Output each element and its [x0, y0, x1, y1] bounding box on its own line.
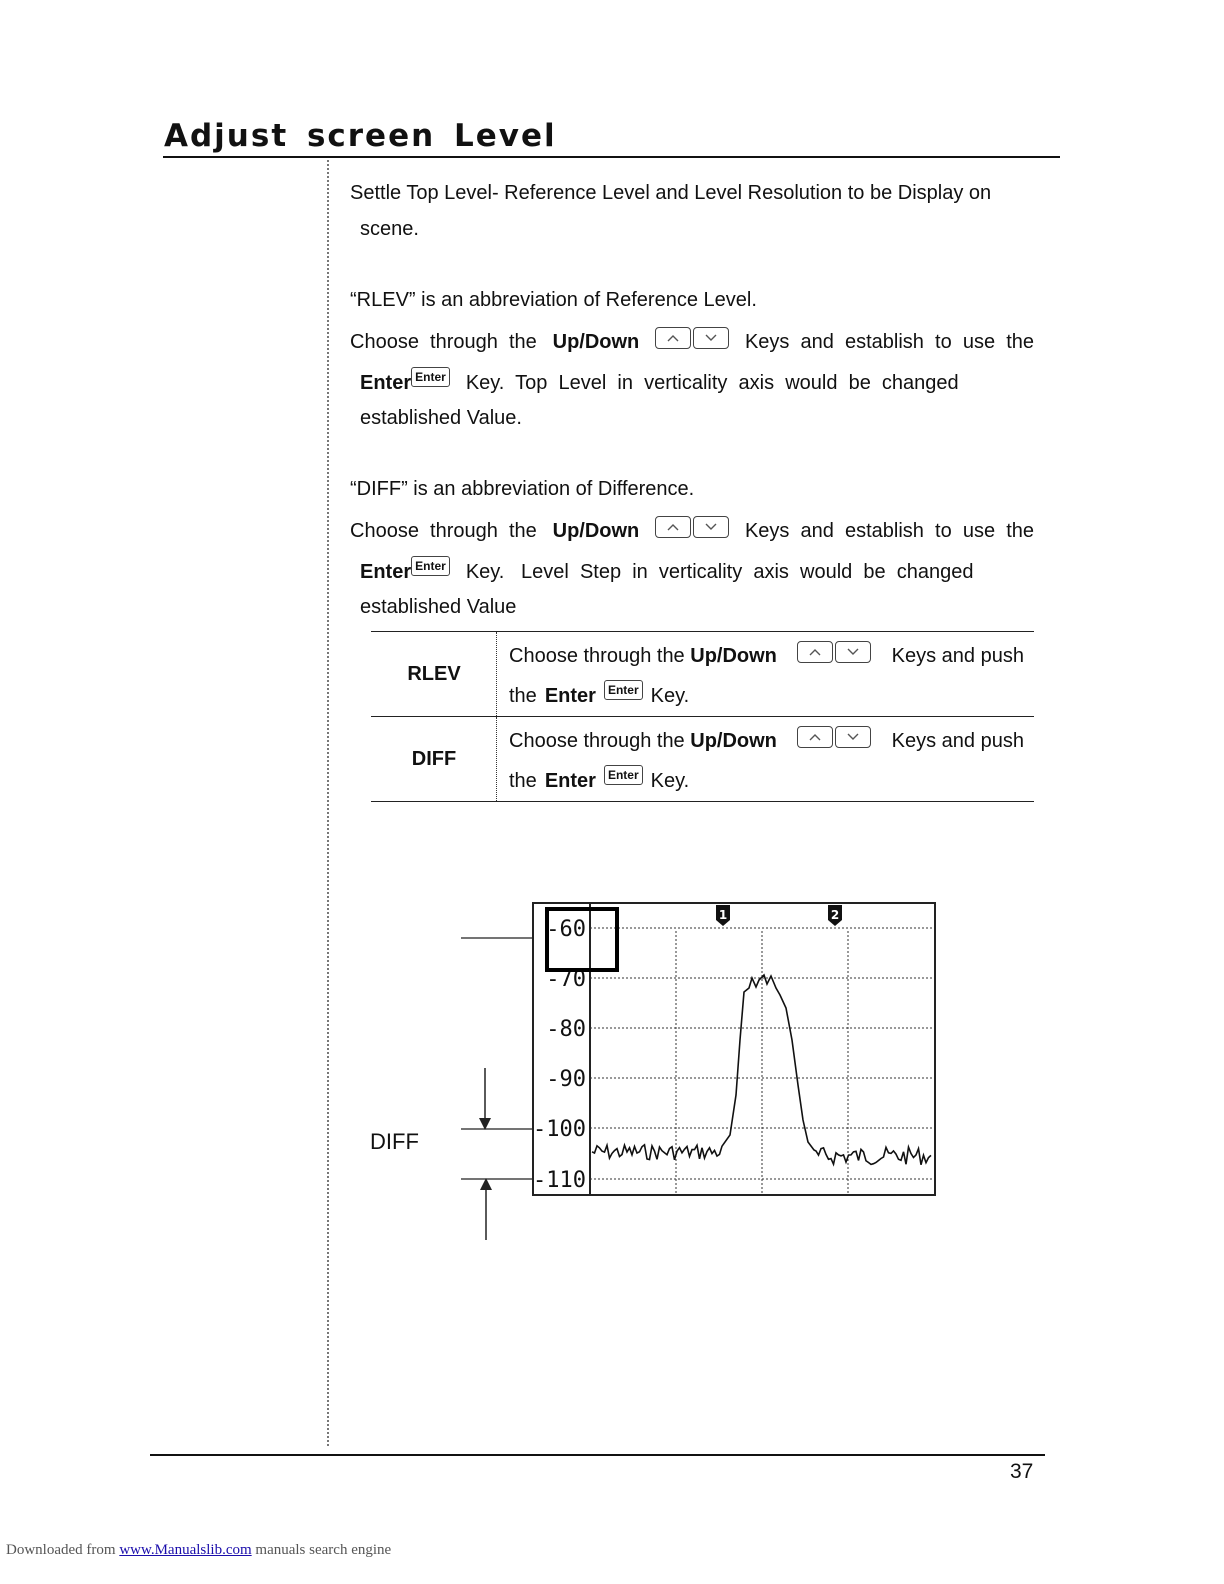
- diff-line-2: [360, 558, 1034, 586]
- title-rule: [163, 156, 1060, 158]
- diff-heading: “DIFF” is an abbreviation of Difference.: [350, 478, 695, 500]
- screen-frame: [533, 903, 935, 1195]
- row-pre: Choose through the: [509, 729, 685, 752]
- row-post: Keys and push: [891, 729, 1024, 752]
- diff-line-3: established Value: [360, 596, 517, 618]
- updown-keys: [797, 726, 871, 748]
- diff-line-1-pre: Choose through the: [350, 519, 537, 542]
- up-key-icon: [797, 641, 833, 663]
- table-row-text: [509, 638, 1024, 714]
- row-enter: Enter: [544, 769, 596, 792]
- enter-key-icon: Enter: [604, 765, 643, 785]
- marker-flag-number: 1: [718, 908, 728, 922]
- row-updown: Up/Down: [690, 729, 777, 752]
- enter-key-icon: Enter: [411, 367, 450, 387]
- rlev-line-1-post: Keys and establish to use the: [744, 330, 1034, 353]
- rlev-updown-label: Up/Down: [552, 330, 640, 353]
- down-key-icon: [693, 327, 729, 349]
- intro-line-1: [350, 182, 1034, 205]
- rlev-line-3: established Value.: [360, 407, 522, 429]
- table-divider: [496, 632, 497, 716]
- row-key: Key.: [650, 684, 690, 707]
- rlev-line-2: [360, 369, 1034, 397]
- enter-key-icon: Enter: [604, 680, 643, 700]
- diff-arrow-up-head: [480, 1178, 492, 1190]
- rlev-line-2-post: Key. Top Level in verticality axis would be changed: [465, 371, 959, 394]
- marker-flag-number: 2: [830, 908, 840, 922]
- diff-figure-label: DIFF: [370, 1129, 419, 1154]
- up-key-icon: [797, 726, 833, 748]
- diff-line-2-post: Key. Level Step in verticality axis would be changed: [465, 560, 974, 583]
- y-tick-label: -70: [546, 967, 586, 992]
- footer-link[interactable]: www.Manualslib.com: [119, 1542, 252, 1558]
- intro-line-2: scene.: [360, 218, 419, 240]
- table-row-text: [509, 723, 1024, 799]
- table-row-label: RLEV: [407, 662, 461, 685]
- y-tick-label: -80: [546, 1017, 586, 1042]
- row-updown: Up/Down: [690, 644, 777, 667]
- row-post: Keys and push: [891, 644, 1024, 667]
- row-the: the: [509, 769, 537, 792]
- rlev-line-1: [350, 328, 1034, 356]
- down-key-icon: [693, 516, 729, 538]
- table-row: [371, 717, 1034, 802]
- updown-keys: [797, 641, 871, 663]
- footer-suffix: manuals search engine: [255, 1542, 392, 1558]
- row-pre: Choose through the: [509, 644, 685, 667]
- table-divider: [496, 717, 497, 801]
- footer-prefix: Downloaded from: [6, 1542, 116, 1558]
- down-key-icon: [835, 726, 871, 748]
- y-tick-label: -110: [533, 1168, 586, 1193]
- updown-keys: [655, 516, 729, 538]
- page-title: Adjust screen Level: [164, 118, 557, 154]
- row-enter: Enter: [544, 684, 596, 707]
- y-tick-label: -90: [546, 1067, 586, 1092]
- up-key-icon: [655, 327, 691, 349]
- rlev-enter-label: Enter: [360, 371, 412, 394]
- footer: [6, 1542, 391, 1559]
- spectrum-figure: [440, 880, 960, 1260]
- table-row-label: DIFF: [411, 747, 457, 770]
- rlev-heading: “RLEV” is an abbreviation of Reference Level.: [350, 289, 757, 311]
- updown-keys: [655, 327, 729, 349]
- up-key-icon: [655, 516, 691, 538]
- row-the: the: [509, 684, 537, 707]
- y-tick-label: -60: [546, 917, 586, 942]
- enter-key-icon: Enter: [411, 556, 450, 576]
- rlev-line-1-pre: Choose through the: [350, 330, 537, 353]
- page-number: 37: [1010, 1460, 1034, 1483]
- diff-line-1: [350, 517, 1034, 545]
- margin-dotted-line: [327, 160, 329, 1446]
- diff-arrow-down-head: [479, 1118, 491, 1130]
- table-row: [371, 631, 1034, 717]
- diff-line-1-post: Keys and establish to use the: [744, 519, 1034, 542]
- key-table: [371, 631, 1034, 802]
- diff-enter-label: Enter: [360, 560, 412, 583]
- intro-text: Settle Top Level- Reference Level and Level Resolution to be Display on: [350, 182, 992, 204]
- bottom-rule: [150, 1454, 1045, 1456]
- diff-updown-label: Up/Down: [552, 519, 640, 542]
- y-tick-label: -100: [533, 1117, 586, 1142]
- row-key: Key.: [650, 769, 690, 792]
- down-key-icon: [835, 641, 871, 663]
